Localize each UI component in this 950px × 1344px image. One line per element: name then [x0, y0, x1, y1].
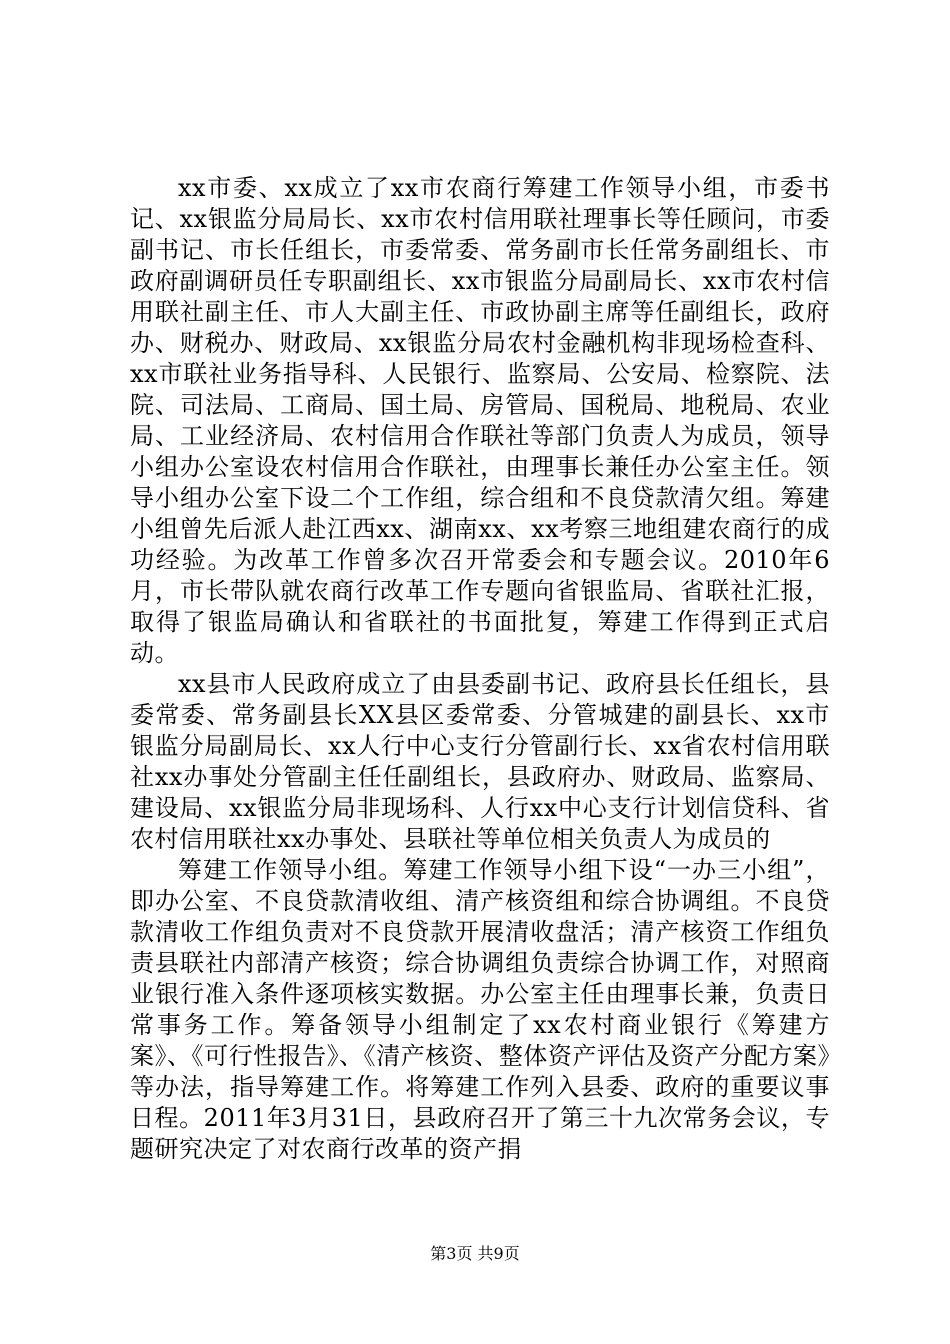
- page-number-footer: 第3页 共9页: [430, 1244, 520, 1263]
- paragraph-3: 筹建工作领导小组。筹建工作领导小组下设“一办三小组”，即办公室、不良贷款清收组、清产核资组和综合协调组。不良贷款清收工作组负责对不良贷款开展清收盘活；清产核资工作组负责县联社内部清产核资；综合协调组负责综合协调工作，对照商业银行准入条件逐项核实数据。办公室主任由理事长兼，负责日常事务工作。筹备领导小组制定了xx农村商业银行《筹建方案》、《可行性报告》、《清产核资、整体资产评估及资产分配方案》等办法，指导筹建工作。将筹建工作列入县委、政府的重要议事日程。2011年3月31日，县政府召开了第三十九次常务会议，专题研究决定了对农商行改革的资产捐: [130, 856, 830, 1163]
- paragraph-1: xx市委、xx成立了xx市农商行筹建工作领导小组，市委书记、xx银监分局局长、xx市农村信用联社理事长等任顾问，市委副书记、市长任组长，市委常委、常务副市长任常务副组长、市政府副调研员任专职副组长、xx市银监分局副局长、xx市农村信用联社副主任、市人大副主任、市政协副主席等任副组长，政府办、财税办、财政局、xx银监分局农村金融机构非现场检查科、xx市联社业务指导科、人民银行、监察局、公安局、检察院、法院、司法局、工商局、国土局、房管局、国税局、地税局、农业局、工业经济局、农村信用合作联社等部门负责人为成员，领导小组办公室设农村信用合作联社，由理事长兼任办公室主任。领导小组办公室下设二个工作组，综合组和不良贷款清欠组。筹建小组曾先后派人赴江西xx、湖南xx、xx考察三地组建农商行的成功经验。为改革工作曾多次召开常委会和专题会议。2010年6月，市长带队就农商行改革工作专题向省银监局、省联社汇报，取得了银监局确认和省联社的书面批复，筹建工作得到正式启动。: [130, 174, 830, 667]
- paragraph-2: xx县市人民政府成立了由县委副书记、政府县长任组长，县委常委、常务副县长XX县区委常委、分管城建的副县长、xx市银监分局副局长、xx人行中心支行分管副行长、xx省农村信用联社xx办事处分管副主任任副组长，县政府办、财政局、监察局、建设局、xx银监分局非现场科、人行xx中心支行计划信贷科、省农村信用联社xx办事处、县联社等单位相关负责人为成员的: [130, 670, 830, 853]
- document-body: [130, 173, 830, 1165]
